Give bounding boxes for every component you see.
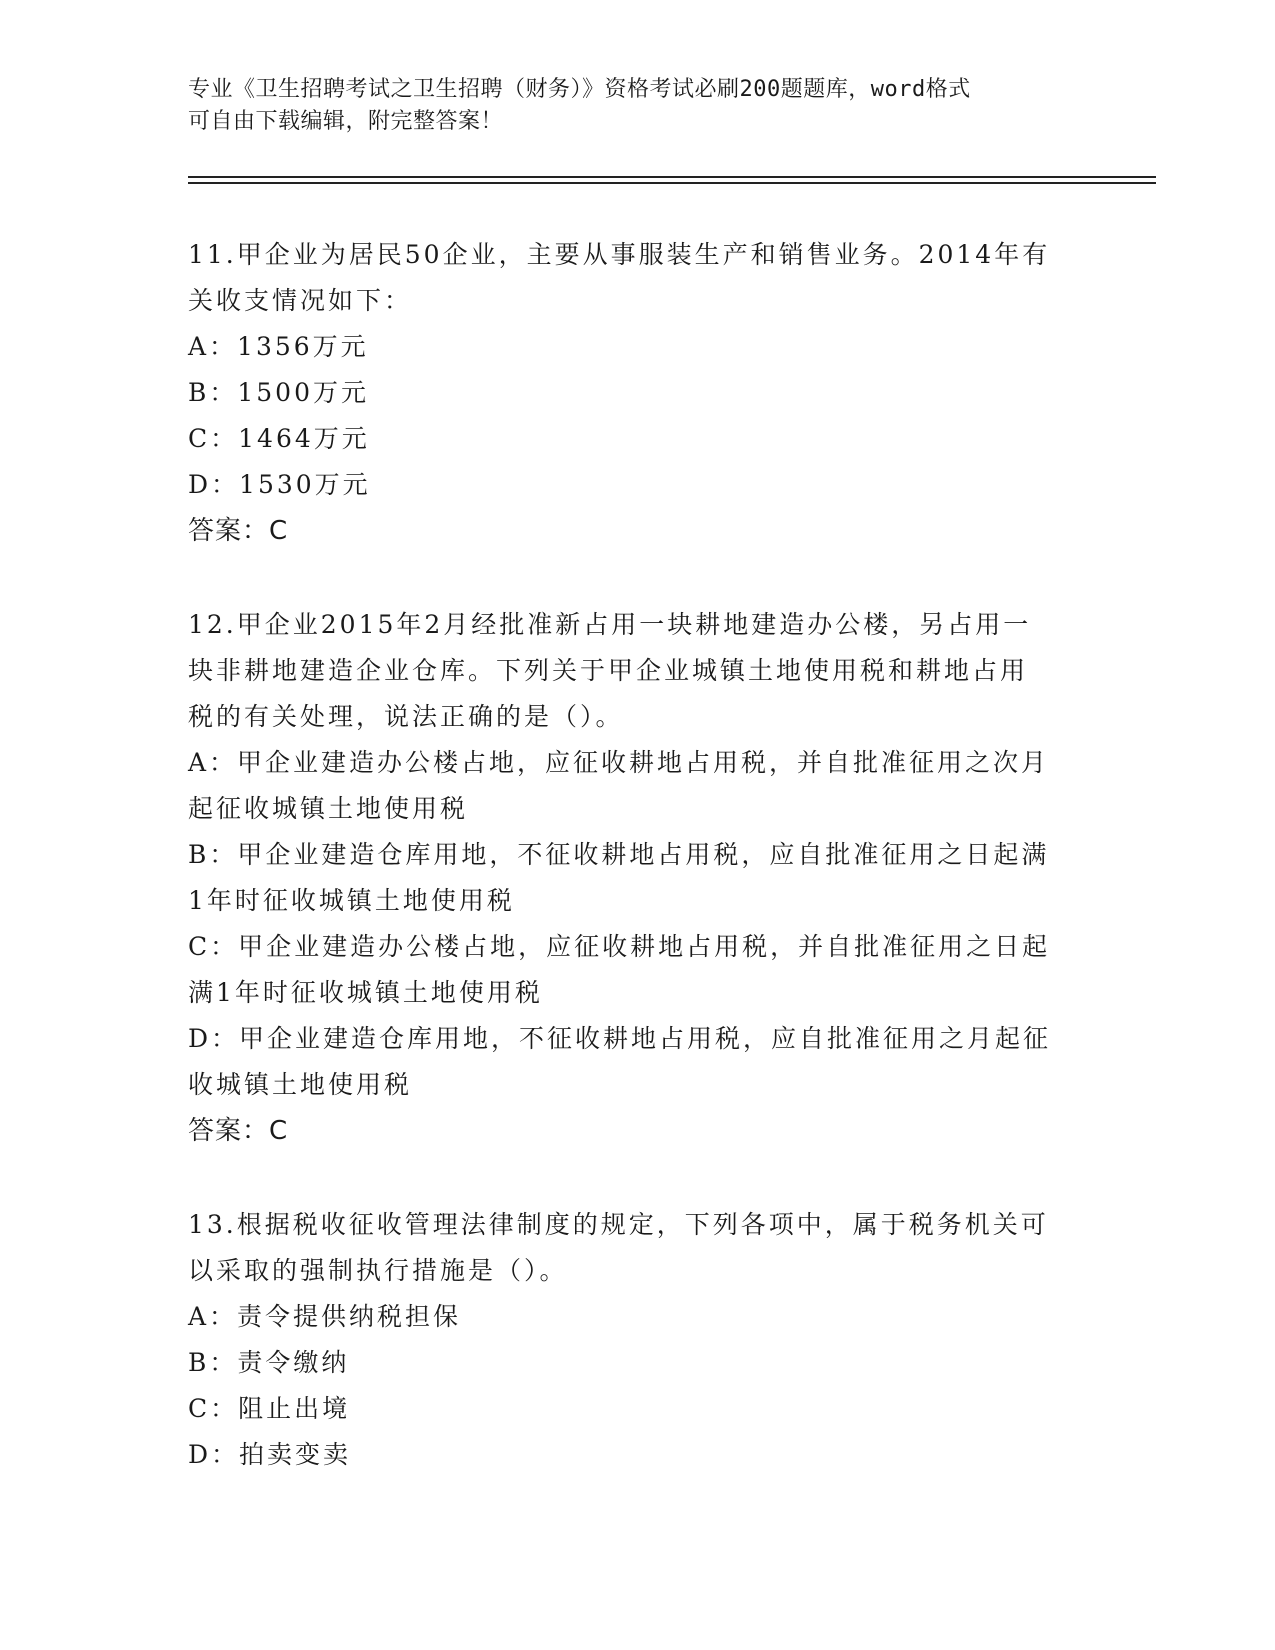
- stem-line: 12.甲企业2015年2月经批准新占用一块耕地建造办公楼，另占用一: [188, 610, 1032, 639]
- stem-line: 税的有关处理，说法正确的是（）。: [188, 702, 624, 731]
- option-d: [188, 1016, 1088, 1108]
- option-line: 1年时征收城镇土地使用税: [188, 886, 515, 915]
- option-line: 起征收城镇土地使用税: [188, 794, 469, 823]
- option-a: [188, 1294, 1088, 1340]
- option-c: [188, 1386, 1088, 1432]
- option-line: A：1356万元: [188, 332, 369, 361]
- option-a: [188, 740, 1088, 832]
- option-line: D：甲企业建造仓库用地，不征收耕地占用税，应自批准征用之月起征: [188, 1024, 1052, 1053]
- question-stem: [188, 602, 1088, 740]
- answer-label: 答案：C: [188, 1116, 289, 1146]
- option-line: C：1464万元: [188, 424, 370, 453]
- option-line: A：责令提供纳税担保: [188, 1302, 462, 1331]
- header-divider-bottom: [188, 182, 1156, 184]
- option-b: [188, 1340, 1088, 1386]
- option-d: [188, 462, 1088, 508]
- question-11: [188, 232, 1088, 554]
- option-line: C：甲企业建造办公楼占地，应征收耕地占用税，并自批准征用之日起: [188, 932, 1051, 961]
- option-line: 收城镇土地使用税: [188, 1070, 413, 1099]
- stem-line: 关收支情况如下：: [188, 286, 413, 315]
- option-a: [188, 324, 1088, 370]
- option-d: [188, 1432, 1088, 1478]
- answer-label: 答案：C: [188, 516, 289, 546]
- stem-line: 11.甲企业为居民50企业，主要从事服装生产和销售业务。2014年有: [188, 240, 1051, 269]
- question-list: [188, 232, 1088, 1526]
- question-stem: [188, 1202, 1088, 1294]
- stem-line: 块非耕地建造企业仓库。下列关于甲企业城镇土地使用税和耕地占用: [188, 656, 1029, 685]
- option-line: A：甲企业建造办公楼占地，应征收耕地占用税，并自批准征用之次月: [188, 748, 1050, 777]
- question-13: [188, 1202, 1088, 1478]
- stem-line: 以采取的强制执行措施是（）。: [188, 1256, 568, 1285]
- question-stem: [188, 232, 1088, 324]
- option-line: 满1年时征收城镇土地使用税: [188, 978, 543, 1007]
- option-line: B：责令缴纳: [188, 1348, 350, 1377]
- option-line: D：拍卖变卖: [188, 1440, 352, 1469]
- option-line: B：1500万元: [188, 378, 369, 407]
- option-line: C：阻止出境: [188, 1394, 351, 1423]
- option-line: B：甲企业建造仓库用地，不征收耕地占用税，应自批准征用之日起满: [188, 840, 1050, 869]
- header-line: 专业《卫生招聘考试之卫生招聘（财务）》资格考试必刷200题题库，word格式: [188, 77, 971, 102]
- option-c: [188, 416, 1088, 462]
- option-line: D：1530万元: [188, 470, 371, 499]
- question-12: [188, 602, 1088, 1154]
- option-b: [188, 832, 1088, 924]
- stem-line: 13.根据税收征收管理法律制度的规定，下列各项中，属于税务机关可: [188, 1210, 1049, 1239]
- option-c: [188, 924, 1088, 1016]
- option-b: [188, 370, 1088, 416]
- header-line: 可自由下载编辑，附完整答案！: [188, 109, 504, 134]
- header-divider-top: [188, 176, 1156, 178]
- document-header: [188, 74, 1068, 138]
